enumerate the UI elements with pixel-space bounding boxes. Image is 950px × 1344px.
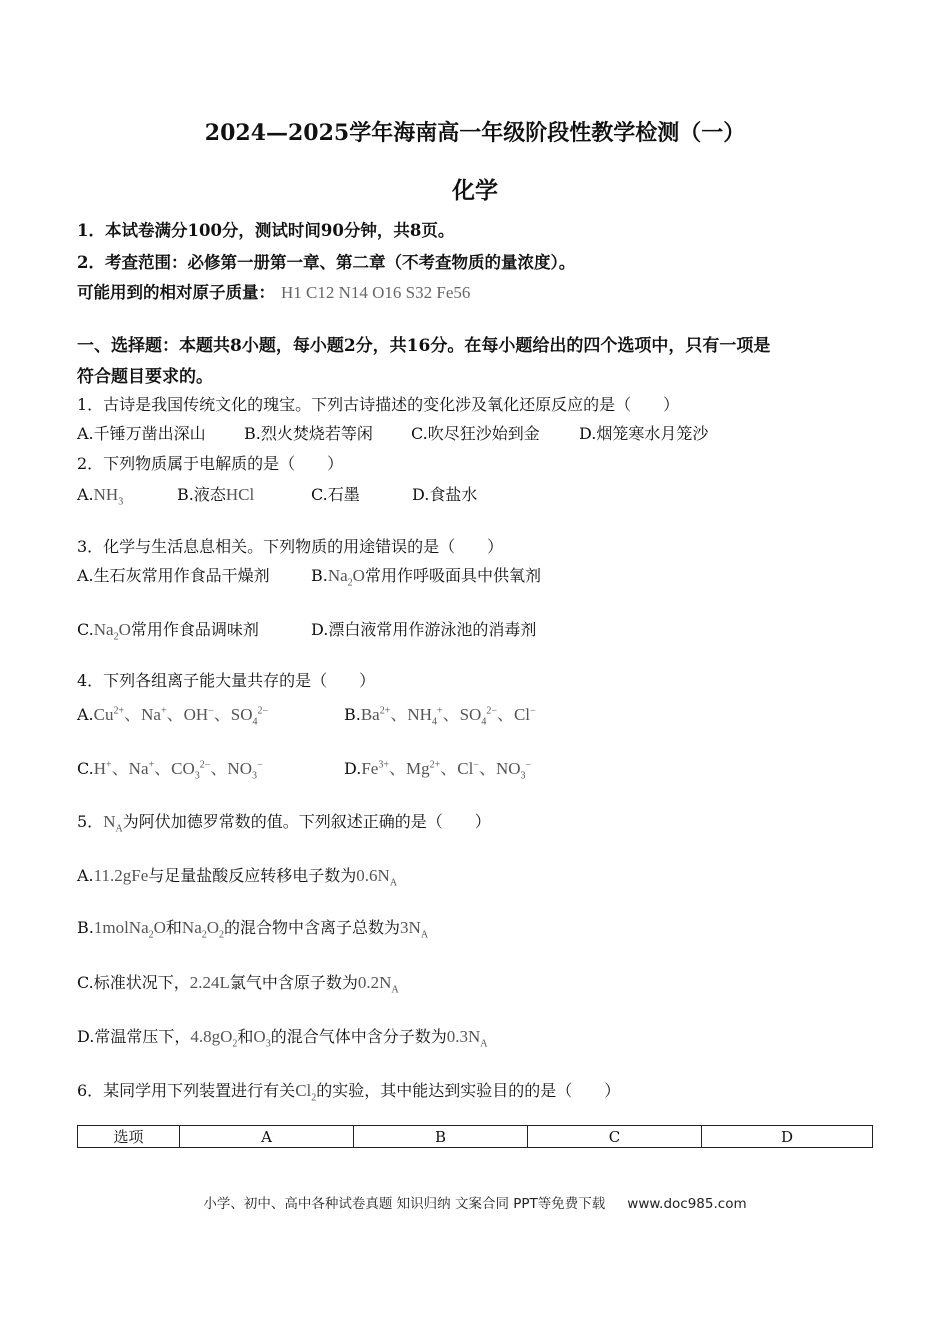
q3-option-a: A.生石灰常用作食品干燥剂	[77, 566, 270, 585]
section-heading-line-1: 一、选择题：本题共8小题，每小题2分，共16分。在每小题给出的四个选项中，只有一项是	[77, 336, 771, 356]
q5-option-c-label: C.标准状况下，	[77, 973, 190, 992]
hcl-formula: HCl	[225, 485, 255, 504]
question-1-stem: 1．古诗是我国传统文化的瑰宝。下列古诗描述的变化涉及氧化还原反应的是（ ）	[77, 395, 680, 414]
q1-option-d: D.烟笼寒水月笼沙	[579, 424, 709, 443]
q4-option-d	[344, 754, 531, 781]
na2o2-formula: $Na_2O_2$	[181, 918, 225, 941]
q4-option-c-label: C.	[77, 759, 94, 778]
q5-option-a-label: A.	[77, 866, 94, 885]
fe-mass: 11.2gFe	[93, 866, 149, 885]
na2o-formula: $Na_2O$	[93, 620, 131, 643]
electron-count: $0.6N_A$	[356, 866, 398, 889]
question-3-stem: 3．化学与生活息息相关。下列物质的用途错误的是（ ）	[77, 537, 504, 556]
q5-number: 5．	[77, 812, 104, 831]
q2-option-d: D.食盐水	[412, 485, 478, 504]
ion-group-a: $Cu^{2+}$、Na+、OH−、$SO_4^{2-}$	[93, 705, 269, 728]
question-4-options-ab	[77, 700, 536, 727]
q4-option-d-label: D.	[344, 759, 362, 778]
q5-option-b-and: 和	[165, 918, 182, 937]
q2-option-a-label: A.	[77, 485, 94, 504]
q5-option-d-and: 和	[237, 1027, 254, 1046]
question-1-options	[77, 421, 708, 444]
avogadro-symbol: $N_A$	[103, 812, 123, 835]
subject-title: 化学	[452, 177, 498, 204]
q1-option-b: B.烈火焚烧若等闲	[244, 424, 373, 443]
footer-site-link[interactable]: www.doc985.com	[627, 1196, 747, 1212]
question-5-stem	[77, 809, 491, 834]
q3-option-b	[311, 563, 541, 588]
q3-option-b-text: 常用作呼吸面具中供氧剂	[364, 566, 541, 585]
table-header-cell: A	[180, 1126, 354, 1148]
q5-option-c-text: 氯气中含原子数为	[229, 973, 358, 992]
ion-group-c: H+、Na+、$CO_3^{2-}$、$NO_3^-$	[93, 759, 263, 782]
question-3-options-cd	[77, 617, 536, 642]
q5-stem-text: 为阿伏加德罗常数的值。下列叙述正确的是（ ）	[122, 812, 491, 831]
q4-option-a-label: A.	[77, 705, 94, 724]
q4-option-b-label: B.	[344, 705, 361, 724]
table-header-cell: D	[702, 1126, 873, 1148]
q5-option-b	[77, 915, 428, 940]
question-4-options-cd	[77, 754, 531, 781]
question-4-stem: 4．下列各组离子能大量共存的是（ ）	[77, 671, 376, 690]
footer-text: 小学、初中、高中各种试卷真题 知识归纳 文案合同 PPT等免费下载	[203, 1196, 606, 1212]
cl2-formula: $Cl_2$	[295, 1081, 317, 1104]
q6-stem-prefix: 6．某同学用下列装置进行有关	[77, 1081, 296, 1100]
q5-option-d-label: D.常温常压下，	[77, 1027, 191, 1046]
atomic-mass-line	[77, 279, 470, 303]
ion-group-d: $Fe^{3+}$、$Mg^{2+}$、Cl−、$NO_3^-$	[361, 759, 532, 782]
q5-option-a	[77, 863, 397, 888]
q5-option-d	[77, 1024, 487, 1049]
table-row	[78, 1126, 873, 1148]
ozone-formula: $O_3$	[253, 1027, 271, 1050]
q3-option-d: D.漂白液常用作游泳池的消毒剂	[311, 620, 537, 639]
question-2-stem: 2．下列物质属于电解质的是（ ）	[77, 454, 344, 473]
table-header-cell: 选项	[78, 1126, 180, 1148]
q6-stem-suffix: 的实验，其中能达到实验目的的是（ ）	[316, 1081, 621, 1100]
q1-option-a: A.千锤万凿出深山	[77, 424, 206, 443]
exam-title: 2024—2025学年海南高一年级阶段性教学检测（一）	[204, 120, 746, 146]
molecule-count: $0.3N_A$	[446, 1027, 488, 1050]
ion-count: $3N_A$	[400, 918, 429, 941]
q6-option-table	[77, 1125, 873, 1148]
section-heading-line-2: 符合题目要求的。	[77, 367, 213, 387]
q3-option-c-label: C.	[77, 620, 94, 639]
atom-count: $0.2N_A$	[357, 973, 399, 996]
table-header-cell: B	[354, 1126, 528, 1148]
atomic-mass-label: 可能用到的相对原子质量：	[77, 283, 275, 302]
q5-option-b-text: 的混合物中含离子总数为	[224, 918, 401, 937]
page-footer	[0, 1192, 950, 1212]
q4-option-a	[77, 700, 344, 727]
q5-option-c	[77, 970, 399, 995]
q3-option-c	[77, 617, 311, 642]
table-header-cell: C	[528, 1126, 702, 1148]
q5-option-a-text: 与足量盐酸反应转移电子数为	[148, 866, 357, 885]
q3-option-b-label: B.	[311, 566, 328, 585]
na2o-formula: $Na_2O$	[327, 566, 365, 589]
q2-option-b	[177, 482, 311, 505]
question-2-options	[77, 482, 477, 507]
q1-option-c: C.吹尽狂沙始到金	[411, 424, 540, 443]
ion-group-b: $Ba^{2+}$、$NH_4^+$、$SO_4^{2-}$、Cl−	[360, 705, 536, 728]
note-1: 1．本试卷满分100分，测试时间90分钟，共8页。	[77, 221, 455, 240]
q4-option-c	[77, 754, 344, 781]
q2-option-b-label: B.液态	[177, 485, 226, 504]
note-2: 2．考查范围：必修第一册第一章、第二章（不考查物质的量浓度）。	[77, 253, 576, 272]
oxygen-mass: $4.8gO_2$	[190, 1027, 238, 1050]
q5-option-b-label: B.	[77, 918, 94, 937]
atomic-mass-values: H1 C12 N14 O16 S32 Fe56	[281, 283, 471, 302]
q4-option-b	[344, 700, 536, 727]
q3-option-c-text: 常用作食品调味剂	[130, 620, 259, 639]
na2o-amount: 1molNa$_2$O	[93, 918, 166, 941]
q2-option-a	[77, 485, 177, 507]
q2-option-c: C.石墨	[311, 485, 360, 504]
question-3-options-ab	[77, 563, 541, 588]
nh3-formula: $NH_3$	[93, 485, 124, 508]
question-6-stem	[77, 1078, 620, 1103]
q5-option-d-text: 的混合气体中含分子数为	[270, 1027, 447, 1046]
chlorine-volume: 2.24L	[189, 973, 230, 992]
